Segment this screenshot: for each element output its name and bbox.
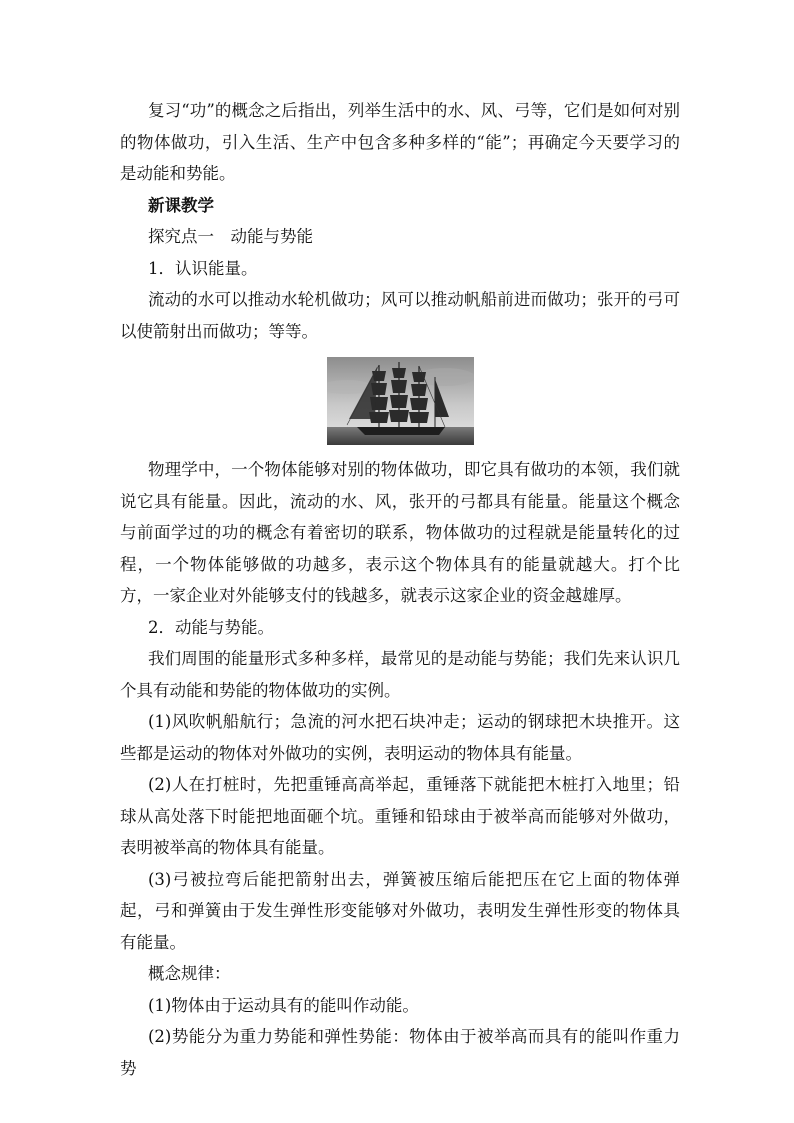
sailing-ship-figure [120,357,680,445]
item2-intro-paragraph: 我们周围的能量形式多种多样，最常见的是动能与势能；我们先来认识几个具有动能和势能的物体做功的实例。 [120,649,680,700]
example3-paragraph: (3)弓被拉弯后能把箭射出去，弹簧被压缩后能把压在它上面的物体弹起，弓和弹簧由于发生弹性形变能够对外做功，表明发生弹性形变的物体具有能量。 [120,869,680,952]
energy-paragraph: 物理学中，一个物体能够对别的物体做功，即它具有做功的本领，我们就说它具有能量。因此，流动的水、风，张开的弓都具有能量。能量这个概念与前面学过的功的概念有着密切的联系，物体做功的过程就是能量转化的过程，一个物体能够做的功越多，表示这个物体具有的能量就越大。打个比方，一家企业对外能够支付的钱越多，就表示这家企业的资金越雄厚。 [120,460,680,605]
intro-paragraph: 复习“功”的概念之后指出，列举生活中的水、风、弓等，它们是如何对别的物体做功，引入生活、生产中包含多种多样的“能”；再确定今天要学习的是动能和势能。 [120,101,680,183]
item1-heading: 1．认识能量。 [148,258,258,278]
inquiry-heading: 探究点一 动能与势能 [148,227,313,246]
item2-heading: 2．动能与势能。 [148,617,274,637]
sailing-ship-photo [327,357,474,445]
example1-paragraph: (1)风吹帆船航行；急流的河水把石块冲走；运动的钢球把木块推开。这些都是运动的物体对外做功的实例，表明运动的物体具有能量。 [120,712,680,763]
item1-paragraph: 流动的水可以推动水轮机做功；风可以推动帆船前进而做功；张开的弓可以使箭射出而做功；等等。 [120,290,680,341]
section-heading: 新课教学 [148,195,214,215]
document-page [120,95,680,1084]
concept1-paragraph: (1)物体由于运动具有的能叫作动能。 [148,995,419,1015]
concept-heading: 概念规律： [148,964,231,983]
example2-paragraph: (2)人在打桩时，先把重锤高高举起，重锤落下就能把木桩打入地里；铅球从高处落下时能把地面砸个坑。重锤和铅球由于被举高而能够对外做功，表明被举高的物体具有能量。 [120,775,680,857]
concept2-paragraph: (2)势能分为重力势能和弹性势能：物体由于被举高而具有的能叫作重力势 [120,1027,680,1078]
